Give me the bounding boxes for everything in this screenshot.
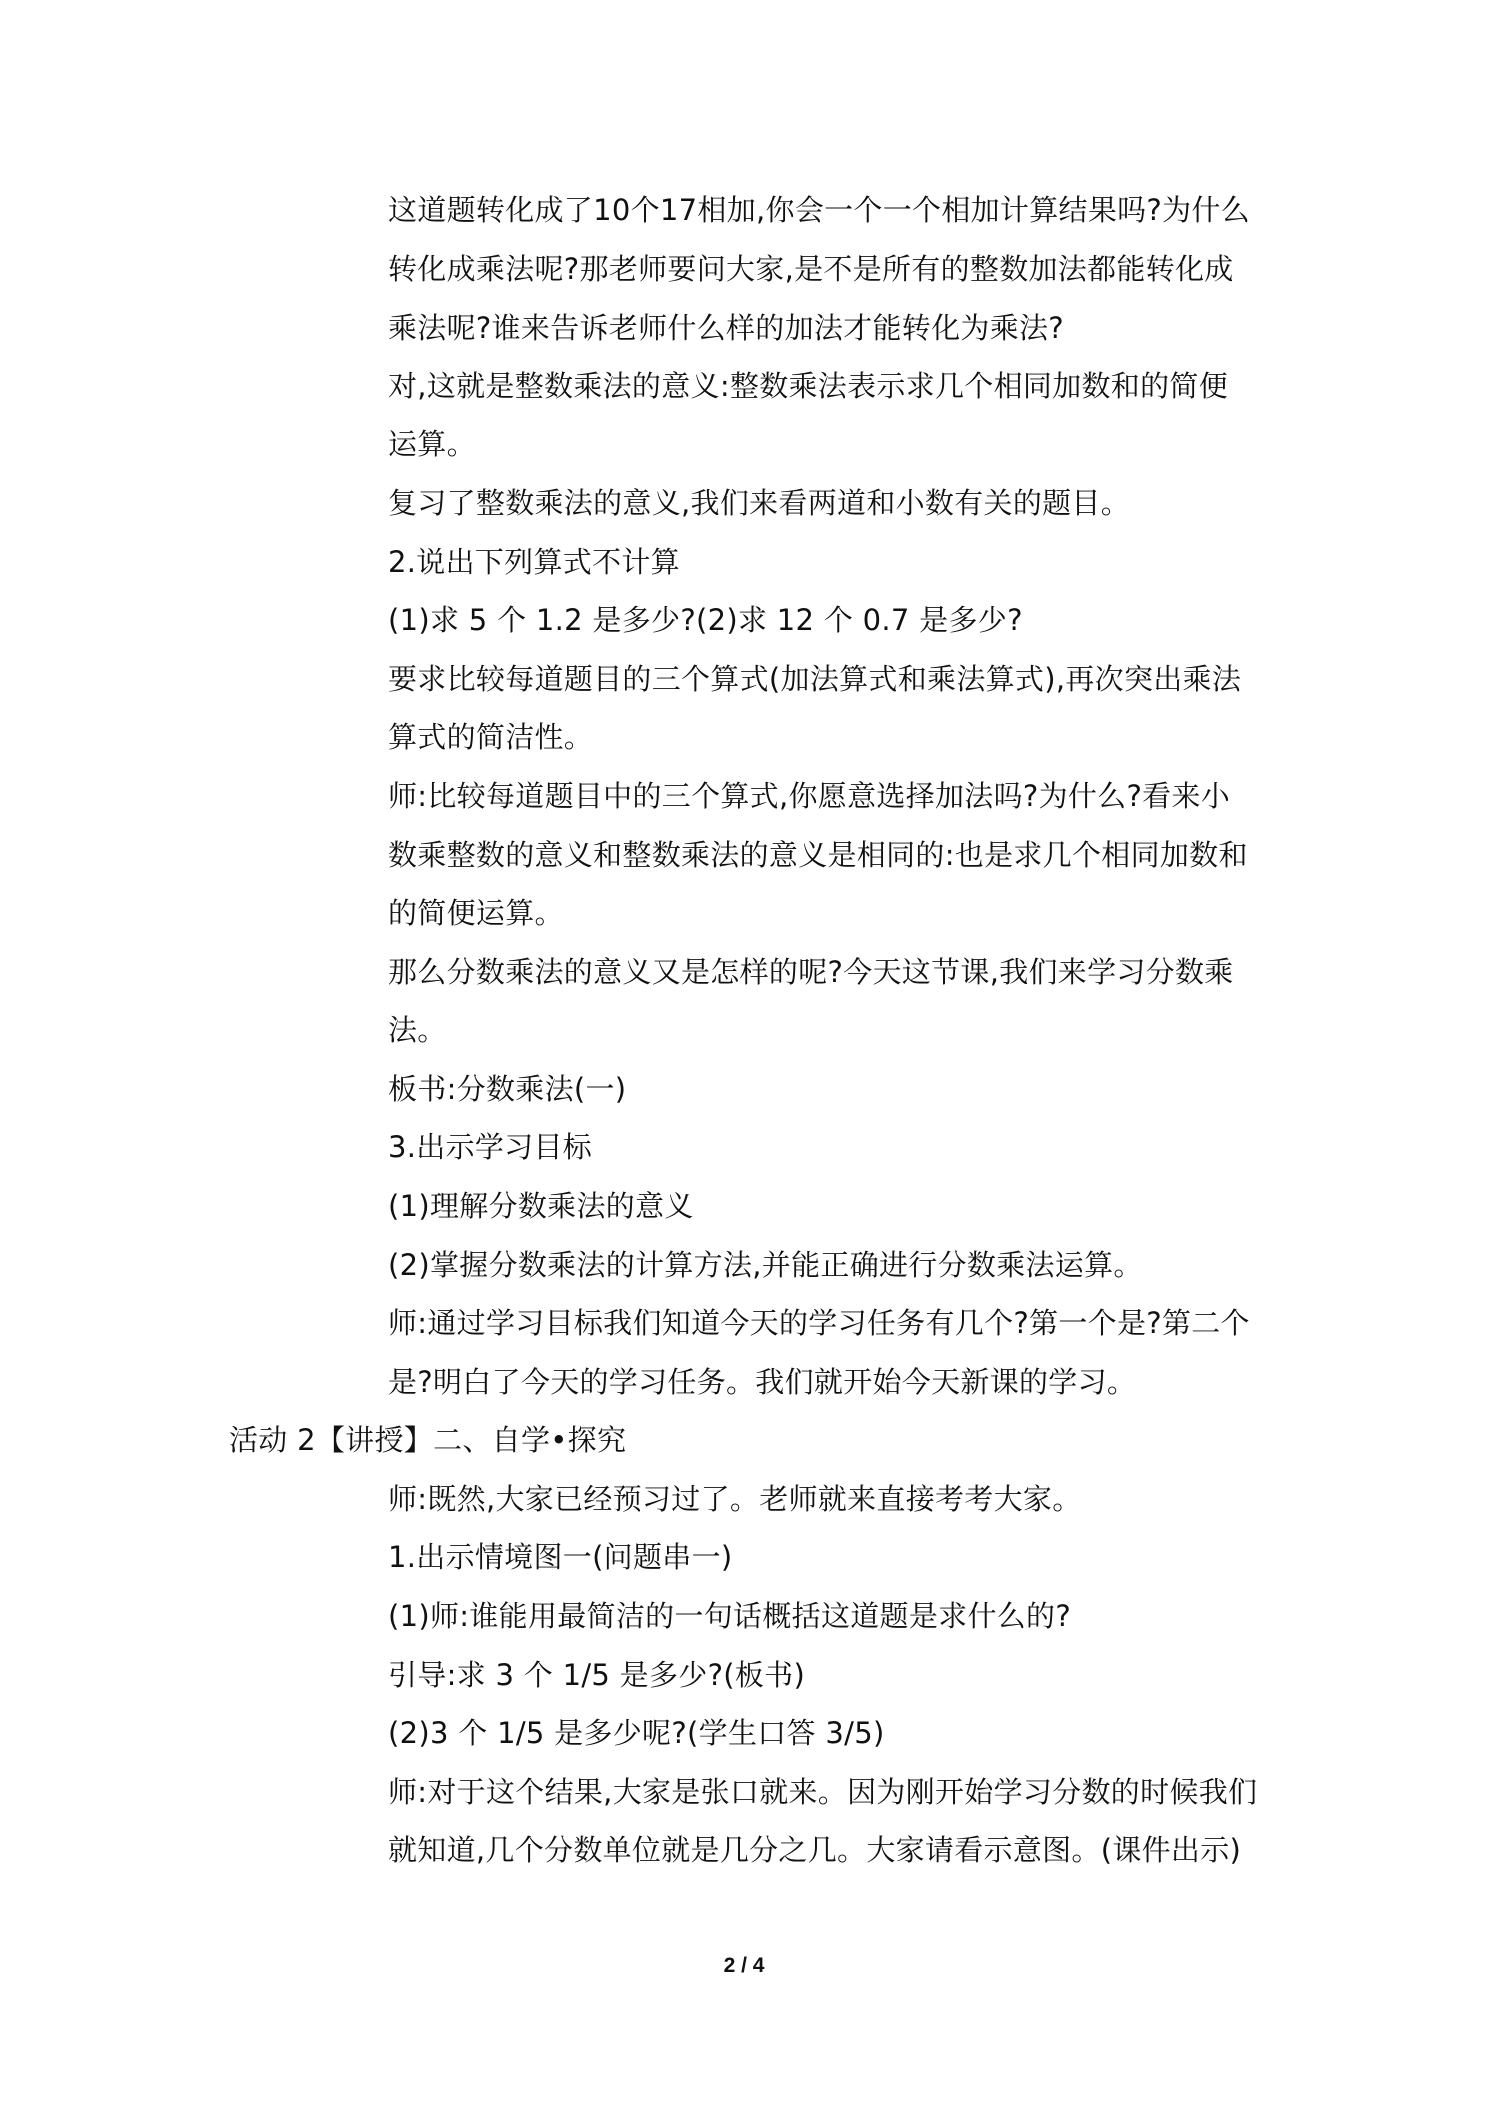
paragraph-line: (1)求 5 个 1.2 是多少?(2)求 12 个 0.7 是多少? <box>388 603 1023 637</box>
paragraph-line: 3.出示学习目标 <box>388 1130 593 1164</box>
paragraph-line: (2)掌握分数乘法的计算方法,并能正确进行分数乘法运算。 <box>388 1248 1143 1282</box>
paragraph-line: 要求比较每道题目的三个算式(加法算式和乘法算式),再次突出乘法 <box>388 662 1242 696</box>
page-number: 2 / 4 <box>723 1954 765 1977</box>
paragraph-line: 师:通过学习目标我们知道今天的学习任务有几个?第一个是?第二个 <box>388 1306 1250 1340</box>
paragraph-line: 是?明白了今天的学习任务。我们就开始今天新课的学习。 <box>388 1365 1137 1399</box>
section-heading: 活动 2【讲授】二、自学•探究 <box>229 1423 627 1457</box>
paragraph-line: 2.说出下列算式不计算 <box>388 545 680 579</box>
paragraph-line: (1)理解分数乘法的意义 <box>388 1189 694 1223</box>
paragraph-line: 那么分数乘法的意义又是怎样的呢?今天这节课,我们来学习分数乘 <box>388 955 1234 989</box>
paragraph-line: 这道题转化成了10个17相加,你会一个一个相加计算结果吗?为什么 <box>388 193 1251 227</box>
paragraph-line: 就知道,几个分数单位就是几分之几。大家请看示意图。(课件出示) <box>388 1833 1242 1867</box>
paragraph-line: 师:比较每道题目中的三个算式,你愿意选择加法吗?为什么?看来小 <box>388 779 1231 813</box>
paragraph-line: 运算。 <box>388 427 476 461</box>
paragraph-line: 的简便运算。 <box>388 896 564 930</box>
paragraph-line: 数乘整数的意义和整数乘法的意义是相同的:也是求几个相同加数和 <box>388 838 1248 872</box>
paragraph-line: 师:对于这个结果,大家是张口就来。因为刚开始学习分数的时候我们 <box>388 1775 1258 1809</box>
paragraph-line: 1.出示情境图一(问题串一) <box>388 1540 733 1574</box>
paragraph-line: 复习了整数乘法的意义,我们来看两道和小数有关的题目。 <box>388 486 1131 520</box>
paragraph-line: 法。 <box>388 1013 447 1047</box>
paragraph-line: 乘法呢?谁来告诉老师什么样的加法才能转化为乘法? <box>388 311 1064 345</box>
paragraph-line: (1)师:谁能用最简洁的一句话概括这道题是求什么的? <box>388 1599 1072 1633</box>
paragraph-line: 引导:求 3 个 1/5 是多少?(板书) <box>388 1658 806 1692</box>
paragraph-line: 转化成乘法呢?那老师要问大家,是不是所有的整数加法都能转化成 <box>388 252 1234 286</box>
paragraph-line: 算式的简洁性。 <box>388 720 594 754</box>
paragraph-line: 板书:分数乘法(一) <box>388 1072 627 1106</box>
paragraph-line: (2)3 个 1/5 是多少呢?(学生口答 3/5) <box>388 1716 885 1750</box>
paragraph-line: 对,这就是整数乘法的意义:整数乘法表示求几个相同加数和的简便 <box>388 369 1228 403</box>
paragraph-line: 师:既然,大家已经预习过了。老师就来直接考考大家。 <box>388 1482 1082 1516</box>
